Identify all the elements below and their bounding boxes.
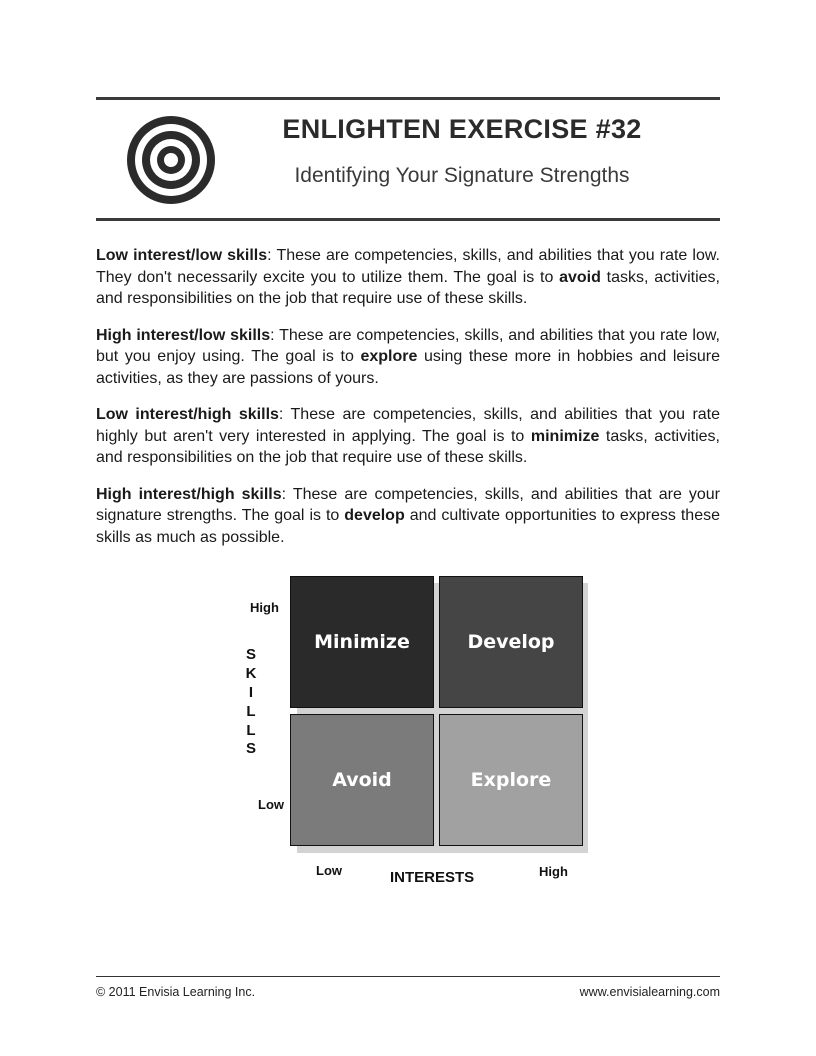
footer-rule [96,976,720,977]
quadrant-label: Develop [467,631,555,653]
paragraph-heading: Low interest/high skills [96,406,279,423]
footer-url: www.envisialearning.com [579,985,720,999]
quadrant-label: Explore [470,769,552,791]
y-axis-letter: L [246,722,256,739]
paragraph-keyword: develop [344,507,405,524]
paragraph-keyword: explore [360,348,418,365]
paragraph-low-interest-high-skills: Low interest/high skills: These are competencies, skills, and abilities that you rate highly but aren't very interested in applying. The goal is to minimize tasks, activities, and responsibilities on the job that require use of these skills. [96,406,721,466]
y-axis-letter: S [245,740,256,757]
quadrant-label: Minimize [314,631,410,653]
paragraph-low-interest-low-skills: Low interest/low skills: These are competencies, skills, and abilities that you rate low. They don't necessarily excite you to utilize them. The goal is to avoid tasks, activities, and responsibilities on the job that require use of these skills. [96,247,720,307]
quadrant-label: Avoid [332,769,392,791]
quadrant-avoid [290,714,434,846]
quadrant-develop [439,576,583,708]
page-title: ENLIGHTEN EXERCISE #32 [282,114,642,144]
quadrant-minimize [290,576,434,708]
header-top-rule [96,97,720,100]
paragraph-high-interest-low-skills: High interest/low skills: These are competencies, skills, and abilities that you rate low, but you enjoy using. The goal is to explore using these more in hobbies and leisure activities, as they are passions of yours. [96,326,721,387]
description-text [96,245,720,563]
x-axis-title: INTERESTS [390,869,475,886]
footer-copyright: © 2011 Envisia Learning Inc. [96,985,256,999]
paragraph-heading: High interest/high skills [96,485,282,503]
y-axis-letter: L [246,703,256,720]
header-bottom-rule [96,218,720,221]
x-axis-low-label: Low [316,863,342,878]
paragraph-heading: Low interest/low skills [96,247,268,264]
quadrant-explore [439,714,583,846]
paragraph-keyword: avoid [559,268,601,286]
x-axis-high-label: High [539,864,568,879]
target-icon [125,114,217,206]
paragraph-heading: High interest/low skills [96,326,271,344]
page-subtitle: Identifying Your Signature Strengths [294,164,630,187]
y-axis-letter: I [248,684,254,701]
paragraph-high-interest-high-skills: High interest/high skills: These are competencies, skills, and abilities that are your signature strengths. The goal is to develop and cultivate opportunities to express these skills as much as possible. [96,485,721,546]
y-axis-high-label: High [250,600,279,615]
y-axis-low-label: Low [258,797,284,812]
paragraph-keyword: minimize [530,427,600,445]
y-axis-letter: S [245,646,256,663]
y-axis-letter: K [245,665,257,682]
